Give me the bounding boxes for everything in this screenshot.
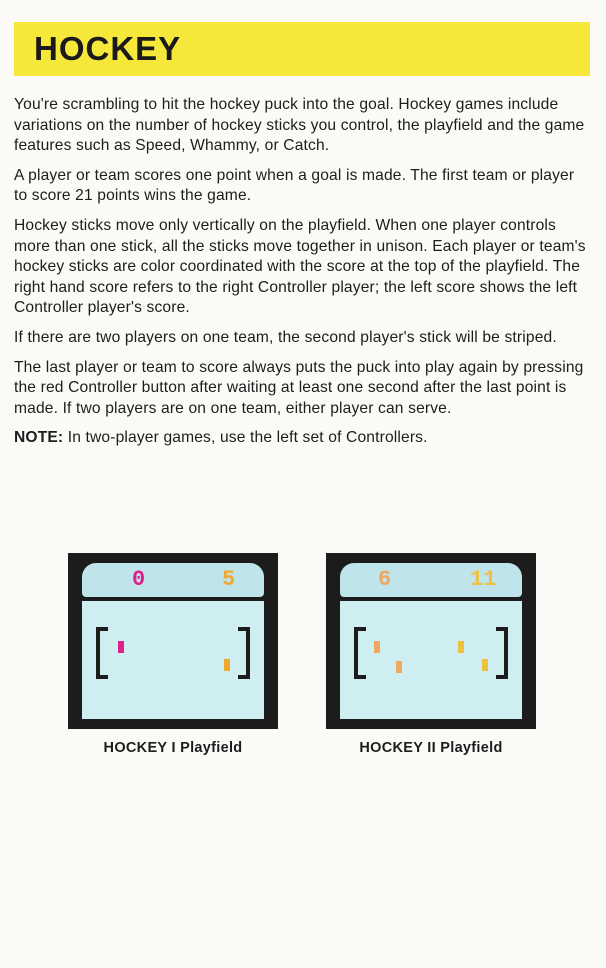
note-paragraph [14, 428, 588, 449]
right-goal [238, 627, 250, 679]
left-goal [96, 627, 108, 679]
body-text [14, 95, 588, 458]
left-goal [354, 627, 366, 679]
right-score: 11 [470, 567, 497, 592]
left-stick [374, 641, 380, 653]
playfield [340, 601, 522, 719]
left-stick-2 [396, 661, 402, 673]
figure-caption-2: HOCKEY II Playfield [359, 740, 503, 756]
score-bar [340, 563, 522, 597]
note-text: In two-player games, use the left set of Controllers. [63, 429, 428, 447]
title-banner [14, 22, 590, 76]
paragraph-serve: The last player or team to score always puts the puck into play again by pressing the red Controller button after waiting at least one second after the last point is made. If two players are on one team, either player can serve. [14, 358, 584, 417]
right-score: 5 [222, 567, 236, 592]
right-stick [224, 659, 230, 671]
hockey-1-playfield-image [68, 553, 278, 729]
right-stick [458, 641, 464, 653]
note-label: NOTE: [14, 429, 64, 447]
paragraph-scoring: A player or team scores one point when a goal is made. The first team or player to score 21 points wins the game. [14, 166, 575, 205]
score-bar [82, 563, 264, 597]
paragraph-team: If there are two players on one team, the second player's stick will be striped. [14, 328, 557, 346]
page-title: HOCKEY [34, 30, 182, 67]
hockey-2-playfield-image [326, 553, 536, 729]
paragraph-intro: You're scrambling to hit the hockey puck into the goal. Hockey games include variations on the number of hockey sticks you control, the playfield and the game features such as Speed, Whammy, or Catch. [14, 96, 585, 155]
right-stick-2 [482, 659, 488, 671]
left-score: 0 [132, 567, 146, 592]
right-goal [496, 627, 508, 679]
left-stick [118, 641, 124, 653]
left-score: 6 [378, 567, 392, 592]
playfield [82, 601, 264, 719]
figure-caption-1: HOCKEY I Playfield [103, 740, 243, 756]
paragraph-sticks: Hockey sticks move only vertically on the playfield. When one player controls more than one stick, all the sticks move together in unison. Each player or team's hockey sticks are color coordinated with the score at the top of the playfield. The right hand score refers to the right Controller player; the left score shows the left Controller player's score. [14, 216, 586, 317]
